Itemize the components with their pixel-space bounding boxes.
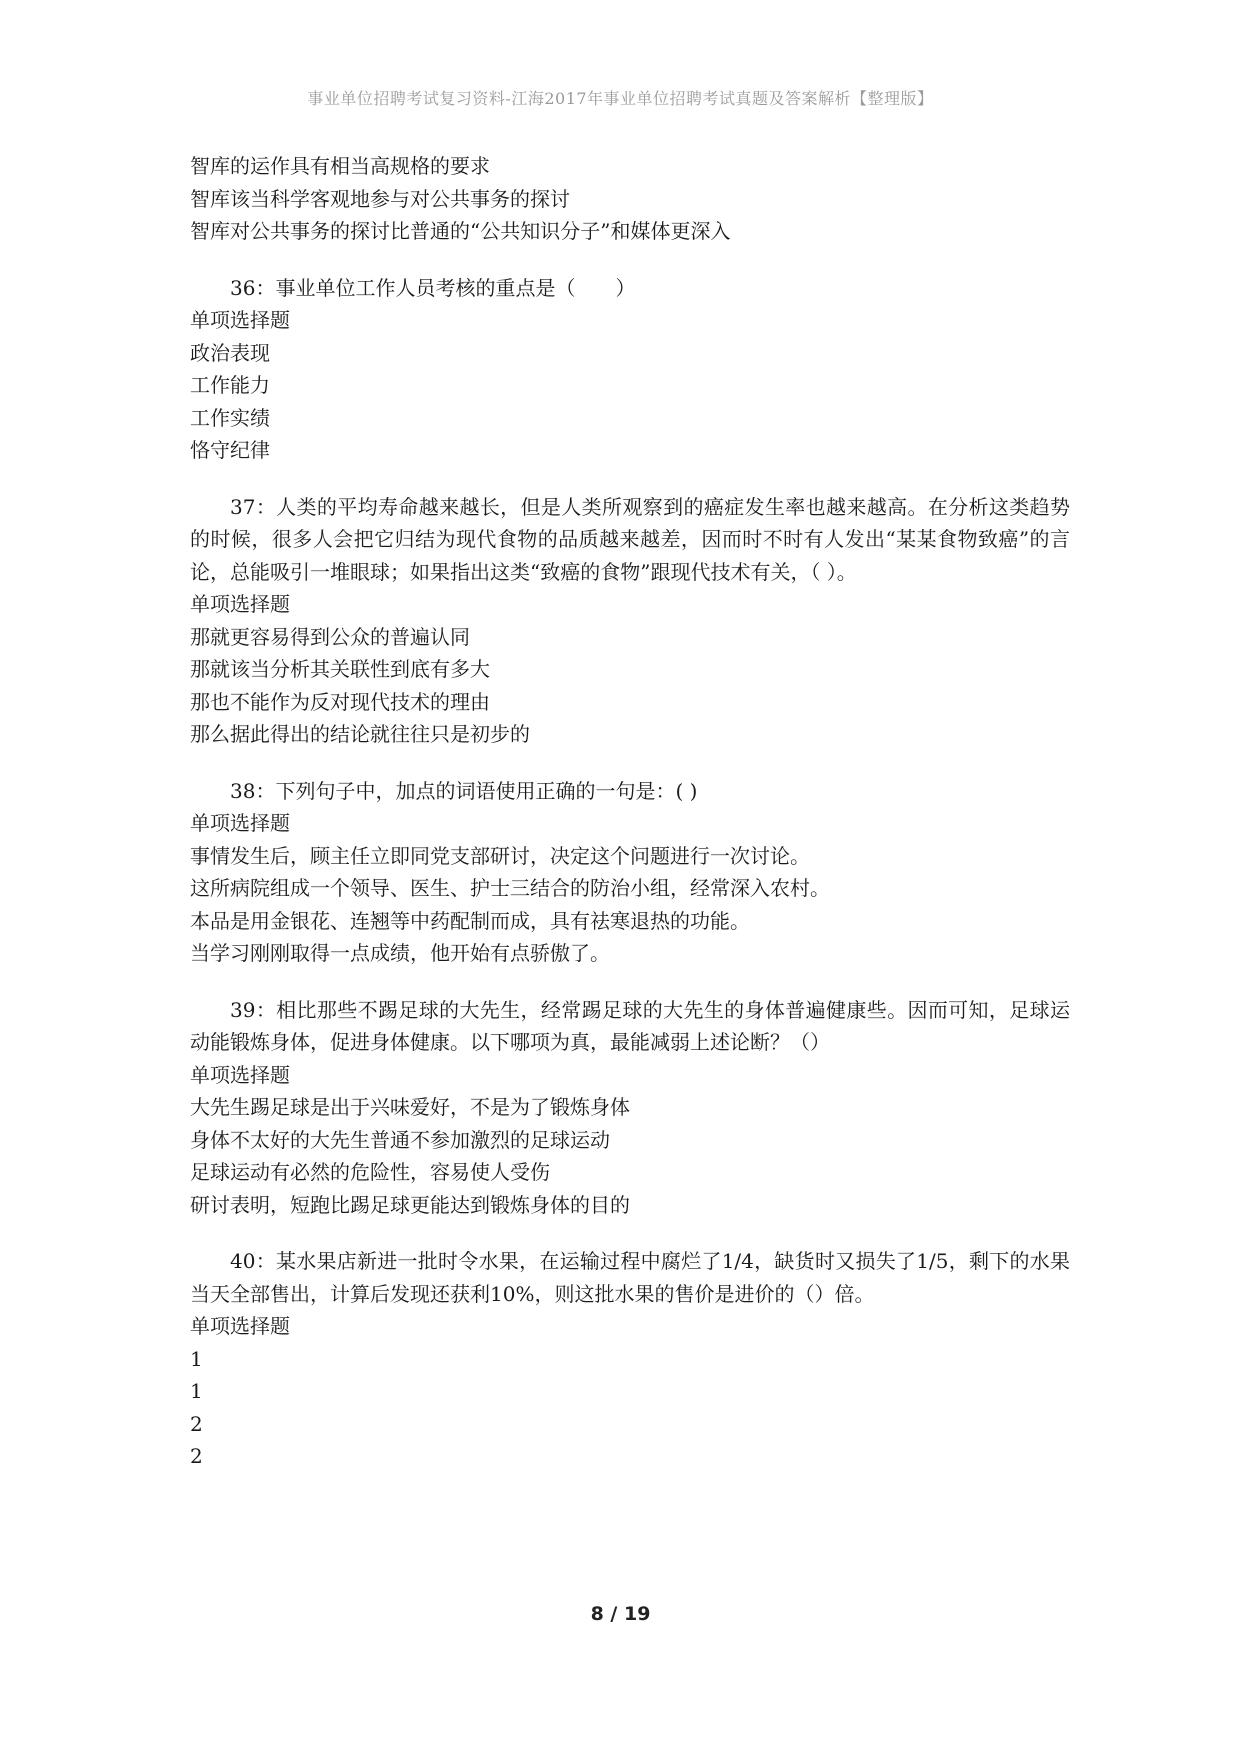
option-text: 工作能力 — [190, 373, 270, 397]
option-text: 2 — [190, 1444, 203, 1468]
question-type: 单项选择题 — [190, 308, 290, 332]
option-text: 政治表现 — [190, 340, 270, 365]
question-39 — [190, 994, 1070, 1222]
question-37 — [190, 491, 1070, 751]
option-text: 研讨表明，短跑比踢足球更能达到锻炼身体的目的 — [190, 1192, 630, 1217]
option-text: 1 — [190, 1346, 203, 1371]
option-text: 工作实绩 — [190, 405, 270, 430]
question-40 — [190, 1245, 1070, 1473]
document-body — [190, 150, 1070, 1473]
previous-question-options — [190, 150, 1070, 248]
option-text: 智库对公共事务的探讨比普通的“公共知识分子”和媒体更深入 — [190, 219, 731, 243]
option-text: 那就该当分析其关联性到底有多大 — [190, 657, 490, 681]
option-text: 当学习刚刚取得一点成绩，他开始有点骄傲了。 — [190, 941, 610, 965]
option-text: 那也不能作为反对现代技术的理由 — [190, 689, 490, 714]
option-text: 事情发生后，顾主任立即同党支部研讨，决定这个问题进行一次讨论。 — [190, 843, 810, 868]
option-text: 这所病院组成一个领导、医生、护士三结合的防治小组，经常深入农村。 — [190, 876, 830, 900]
option-text: 智库的运作具有相当高规格的要求 — [190, 154, 490, 178]
question-stem: 37：人类的平均寿命越来越长，但是人类所观察到的癌症发生率也越来越高。在分析这类趋势的时候，很多人会把它归结为现代食物的品质越来越差，因而时不时有人发出“某某食物致癌”的言论，总能吸引一堆眼球；如果指出这类“致癌的食物”跟现代技术有关，（ ）。 — [190, 494, 1070, 584]
page-number: 8 / 19 — [590, 1603, 651, 1625]
option-text: 恪守纪律 — [190, 438, 270, 462]
option-text: 那就更容易得到公众的普遍认同 — [190, 624, 470, 649]
question-stem: 38：下列句子中，加点的词语使用正确的一句是：( ) — [230, 778, 698, 803]
question-36 — [190, 272, 1070, 467]
option-text: 那么据此得出的结论就往往只是初步的 — [190, 722, 530, 746]
question-stem: 39：相比那些不踢足球的大先生，经常踢足球的大先生的身体普遍健康些。因而可知，足球运动能锻炼身体，促进身体健康。以下哪项为真，最能减弱上述论断？（） — [190, 997, 1070, 1054]
question-type: 单项选择题 — [190, 1062, 290, 1087]
option-text: 大先生踢足球是出于兴味爱好，不是为了锻炼身体 — [190, 1095, 630, 1119]
question-type: 单项选择题 — [190, 811, 290, 835]
page-header: 事业单位招聘考试复习资料-江海2017年事业单位招聘考试真题及答案解析【整理版】 — [307, 89, 934, 108]
option-text: 身体不太好的大先生普通不参加激烈的足球运动 — [190, 1127, 610, 1152]
option-text: 足球运动有必然的危险性，容易使人受伤 — [190, 1160, 550, 1184]
option-text: 1 — [190, 1379, 203, 1403]
question-38 — [190, 775, 1070, 970]
question-type: 单项选择题 — [190, 1314, 290, 1338]
question-stem: 36：事业单位工作人员考核的重点是（ ） — [230, 275, 636, 300]
question-type: 单项选择题 — [190, 592, 290, 616]
question-stem: 40：某水果店新进一批时令水果，在运输过程中腐烂了1/4，缺货时又损失了1/5，剩下的水果当天全部售出，计算后发现还获利10%，则这批水果的售价是进价的（）倍。 — [190, 1249, 1070, 1306]
option-text: 2 — [190, 1411, 203, 1436]
option-text: 智库该当科学客观地参与对公共事务的探讨 — [190, 186, 570, 211]
option-text: 本品是用金银花、连翘等中药配制而成，具有祛寒退热的功能。 — [190, 908, 750, 933]
